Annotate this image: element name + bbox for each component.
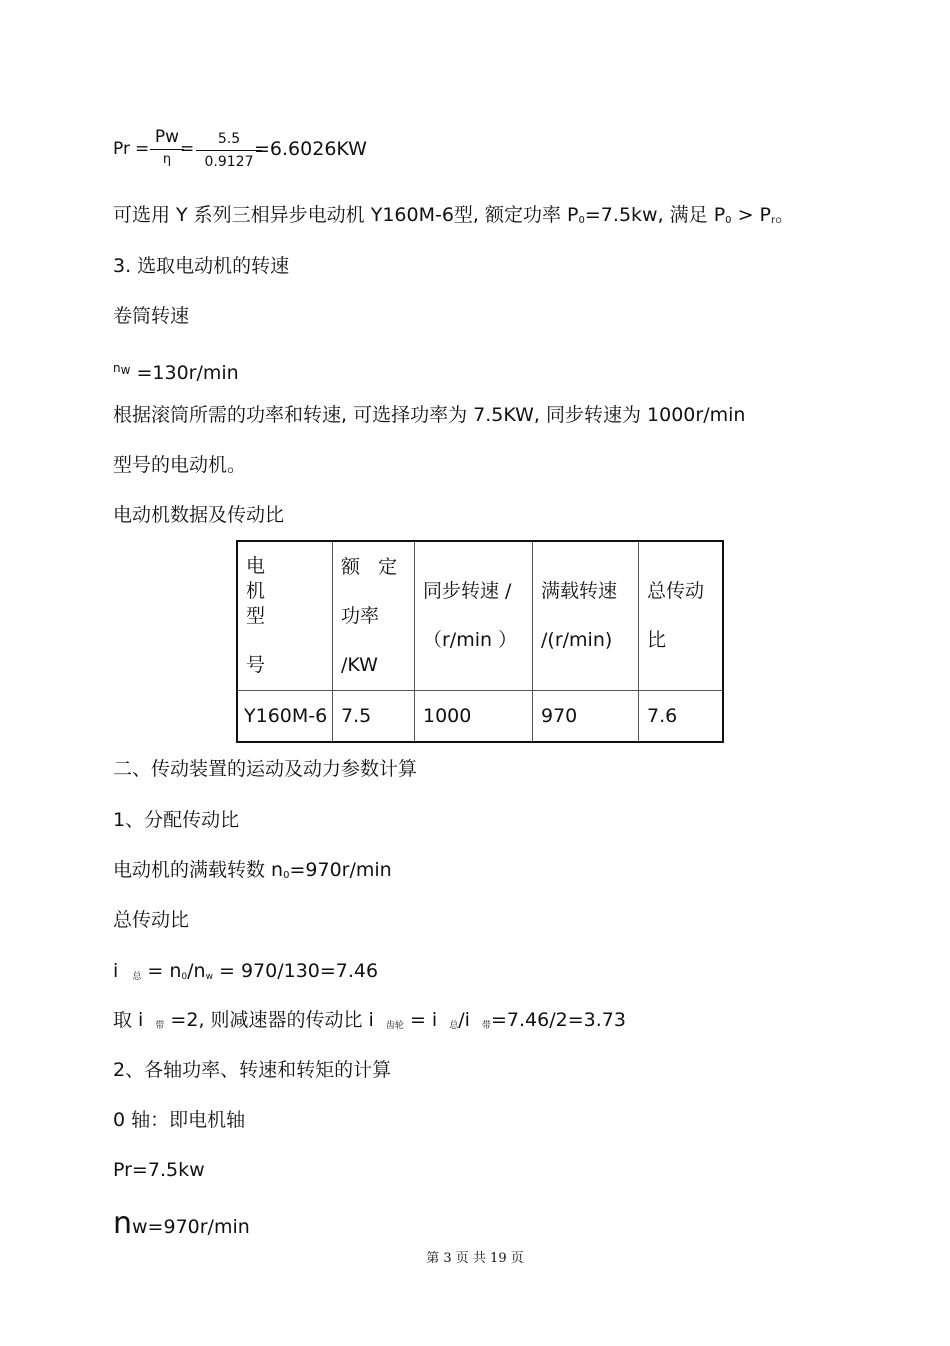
- cell-sync-speed: 1000: [415, 691, 533, 743]
- dai-subscript: 带: [155, 1021, 165, 1031]
- page-footer: 第 3 页 共 19 页: [426, 1251, 524, 1266]
- header-power: [333, 541, 415, 691]
- header-model-line-1: 电 机 型: [246, 555, 280, 627]
- table-row: [237, 691, 723, 743]
- header-model: [237, 541, 333, 691]
- axis-0-heading: 0 轴：即电机轴: [113, 1109, 246, 1131]
- n0-subscript: 0: [283, 870, 290, 881]
- motor-data-table: [236, 540, 724, 743]
- belt-eq-d: /i: [458, 1009, 470, 1031]
- zong-subscript: 总: [132, 972, 142, 982]
- selection-text-b: 型号的电动机。: [113, 454, 247, 476]
- full-load-value: =970r/min: [289, 859, 392, 881]
- n-symbol: n: [113, 361, 121, 375]
- motor-selection-part-d: 。: [775, 204, 795, 226]
- table-header-row: [237, 541, 723, 691]
- header-full-load-speed: [533, 541, 639, 691]
- selection-text-a: 根据滚筒所需的功率和转速, 可选择功率为 7.5KW, 同步转速为 1000r/min: [113, 404, 746, 426]
- cell-total-ratio: 7.6: [639, 691, 724, 743]
- motor-selection-part-a: 可选用 Y 系列三相异步电动机 Y160M-6型, 额定功率 P: [113, 204, 579, 226]
- belt-eq-a: 取 i: [113, 1009, 144, 1031]
- ratio-i: i: [113, 960, 119, 982]
- full-load-label: 电动机的满载转数 n: [113, 859, 284, 881]
- dai-subscript-2: 带: [481, 1021, 491, 1031]
- header-total-ratio: [639, 541, 724, 691]
- nw-value: =130r/min: [130, 362, 239, 384]
- motor-selection-part-b: =7.5kw, 满足 P: [584, 204, 726, 226]
- ratio-equation: [113, 959, 378, 989]
- ratio-mid: = n: [141, 960, 182, 982]
- full-load-speed-line: [113, 858, 392, 888]
- ratio-value: = 970/130=7.46: [212, 960, 379, 982]
- big-n-symbol: n: [113, 1206, 133, 1241]
- motor-selection-text: [113, 203, 794, 233]
- cell-power: 7.5: [333, 691, 415, 743]
- header-full-load-line-2: /(r/min): [541, 629, 613, 651]
- section-2-heading: 二、传动装置的运动及动力参数计算: [113, 758, 418, 780]
- table-caption: 电动机数据及传动比: [113, 504, 285, 526]
- cell-model: Y160M-6: [237, 691, 333, 743]
- header-sync-speed: [415, 541, 533, 691]
- header-sync-line-2: （r/min ）: [423, 629, 518, 651]
- header-full-load-line-1: 满载转速: [541, 580, 618, 602]
- pr-value: Pr=7.5kw: [113, 1159, 205, 1181]
- drum-speed-label: 卷筒转速: [113, 305, 190, 327]
- fraction-1-numerator: Pw: [154, 127, 180, 147]
- zong-subscript-2: 总: [449, 1021, 459, 1031]
- formula-fraction-2: [196, 131, 262, 170]
- header-power-line-1: 额 定: [341, 555, 398, 578]
- formula-result: =6.6026KW: [254, 138, 367, 160]
- step-2-heading: 2、各轴功率、转速和转矩的计算: [113, 1059, 392, 1081]
- fraction-2-numerator: 5.5: [217, 131, 241, 147]
- motor-selection-part-c: > P: [731, 204, 771, 226]
- chilun-subscript: 齿轮: [385, 1021, 404, 1031]
- header-sync-line-1: 同步转速 /: [423, 580, 512, 602]
- nw-subscript: w: [205, 972, 213, 982]
- total-ratio-label: 总传动比: [113, 909, 190, 931]
- fraction-1-denominator: η: [162, 152, 172, 167]
- formula-fraction-1: [150, 127, 184, 167]
- fraction-2-denominator: 0.9127: [204, 154, 254, 170]
- header-ratio-line-1: 总传动: [647, 580, 705, 602]
- p0-subscript-2: 0: [725, 215, 732, 226]
- header-model-line-2: 号: [246, 654, 266, 676]
- cell-full-load-speed: 970: [533, 691, 639, 743]
- p0-subscript: 0: [578, 215, 585, 226]
- heading-select-speed: 3. 选取电动机的转速: [113, 255, 290, 277]
- step-1-heading: 1、分配传动比: [113, 809, 240, 831]
- header-ratio-line-2: 比: [647, 629, 667, 651]
- belt-eq-c: = i: [403, 1009, 438, 1031]
- header-power-line-2: 功率: [341, 604, 380, 627]
- pr-subscript: r: [771, 215, 776, 226]
- n0-subscript-2: 0: [181, 972, 188, 982]
- belt-ratio-equation: [113, 1008, 626, 1038]
- belt-eq-b: =2, 则减速器的传动比 i: [164, 1009, 374, 1031]
- formula-eq-1: =: [135, 139, 150, 159]
- w-subscript: w: [120, 363, 131, 377]
- nw-speed-value: w=970r/min: [132, 1216, 250, 1238]
- belt-eq-e: =7.46/2=3.73: [491, 1009, 626, 1031]
- formula-lhs: Pr: [113, 139, 130, 159]
- nw-speed-line: [113, 1206, 250, 1241]
- ratio-slash: /n: [187, 960, 206, 982]
- formula-eq-2: =: [180, 139, 195, 159]
- drum-speed-value: [113, 356, 239, 385]
- header-power-line-3: /KW: [341, 653, 378, 676]
